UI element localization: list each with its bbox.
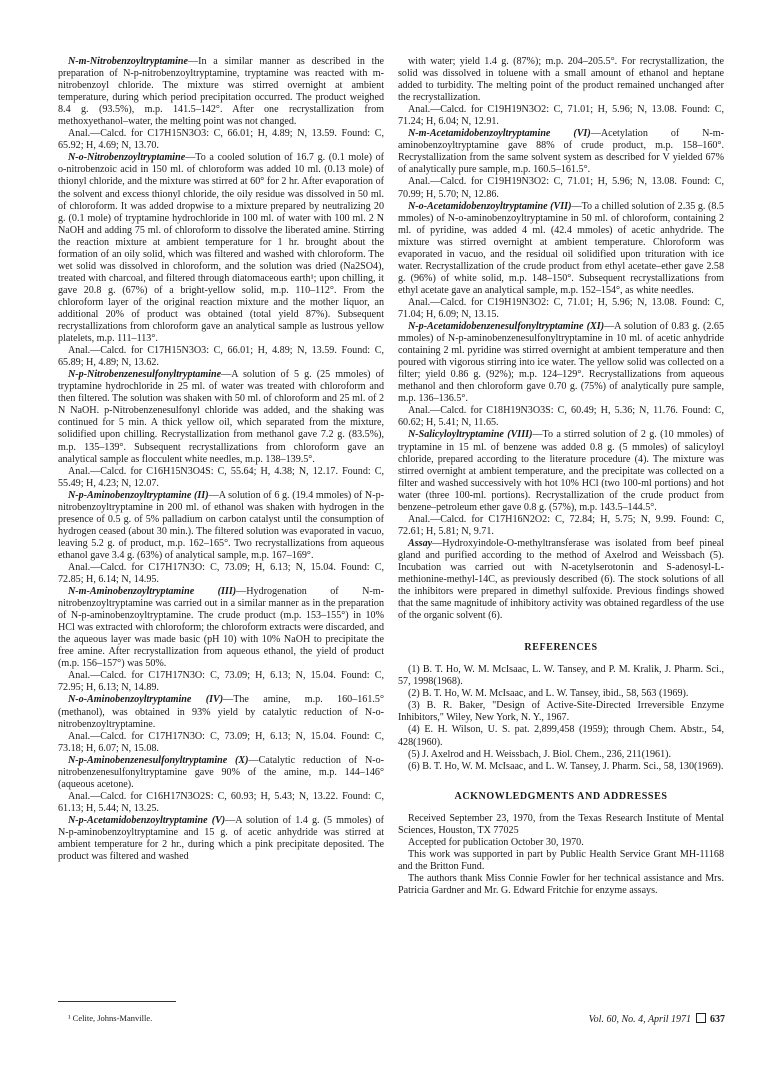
compound-heading: N-m-Aminobenzoyltryptamine (III) <box>68 586 237 598</box>
paragraph <box>398 104 724 128</box>
paragraph-text: —A solution of 1.4 g. (5 mmoles) of N-p-aminobenzoyltryptamine and 15 g. of acetic anhydride was stirred at ambient temperature for 2 hr., during which a pink precipitate deposited. The product was filtered and washed <box>58 814 384 863</box>
acknowledgments-list <box>398 813 724 897</box>
compound-heading: N-o-Acetamidobenzoyltryptamine (VII) <box>408 200 572 212</box>
acknowledgments-heading: ACKNOWLEDGMENTS AND ADDRESSES <box>454 790 668 802</box>
paragraph <box>398 405 724 429</box>
journal-issue: Vol. 60, No. 4, April 1971 <box>588 1014 691 1025</box>
folio-box-icon <box>696 1013 706 1023</box>
paragraph <box>398 514 724 538</box>
compound-heading: N-o-Nitrobenzoyltryptamine <box>68 152 186 164</box>
paragraph <box>58 562 384 586</box>
compound-heading: Assay <box>408 537 433 549</box>
paragraph <box>398 321 724 405</box>
compound-heading: N-Salicyloyltryptamine (VIII) <box>408 429 533 441</box>
compound-heading: N-p-Acetamidobenzenesulfonyltryptamine (XI) <box>408 321 605 333</box>
paragraph <box>58 815 384 863</box>
paragraph-text: Anal.—Calcd. for C16H15N3O4S: C, 55.64; H, 4.38; N, 12.17. Found: C, 55.49; H, 4.23; N, 12.07. <box>58 465 384 489</box>
compound-heading: N-p-Acetamidobenzoyltryptamine (V) <box>68 814 226 826</box>
compound-heading: N-p-Aminobenzoyltryptamine (II) <box>68 489 209 501</box>
references-heading: REFERENCES <box>524 642 598 654</box>
paragraph <box>398 56 724 104</box>
paragraph <box>398 128 724 176</box>
compound-heading: N-p-Aminobenzenesulfonyltryptamine (X) <box>68 754 249 766</box>
paragraph <box>398 538 724 622</box>
paragraph-text: Anal.—Calcd. for C19H19N3O2: C, 71.01; H, 5.96; N, 13.08. Found: C, 70.99; H, 5.70; N, 12.86. <box>398 176 724 200</box>
reference-item: (1) B. T. Ho, W. M. McIsaac, L. W. Tansey, and P. M. Kralik, J. Pharm. Sci., 57, 1998(1968). <box>398 664 724 688</box>
compound-heading: N-p-Nitrobenzenesulfonyltryptamine <box>68 369 222 381</box>
acknowledgment-item: This work was supported in part by Public Health Service Grant MH-11168 and the Britton Fund. <box>398 848 724 872</box>
reference-item: (6) B. T. Ho, W. M. McIsaac, and L. W. Tansey, J. Pharm. Sci., 58, 130(1969). <box>408 760 724 772</box>
paragraph <box>58 586 384 670</box>
paragraph <box>398 429 724 513</box>
paragraph-text: Anal.—Calcd. for C17H16N2O2: C, 72.84; H, 5.75; N, 9.99. Found: C, 72.61; H, 5.81; N, 9.71. <box>398 513 724 537</box>
paragraph-text: Anal.—Calcd. for C17H15N3O3: C, 66.01; H, 4.89; N, 13.59. Found: C, 65.89; H, 4.89; N, 13.62. <box>58 345 384 369</box>
reference-item: (4) E. H. Wilson, U. S. pat. 2,899,458 (1959); through Chem. Abstr., 54, 428(1960). <box>398 724 724 748</box>
paragraph-text: —Hydrogenation of N-m-nitrobenzoyltryptamine was carried out in a similar manner as in the preparation of N-p-aminobenzoyltryptamine. The crude product (m.p. 153–155°) in 10% HCl was extracted with chloroform; the chloroform extracts were discarded, and the aqueous layer was made basic (pH 10) with 10% NaOH to precipitate the free amine. After recrystallization from aqueous ethanol, the yield of product (m.p. 156–157°) was 50%. <box>58 586 385 670</box>
paragraph <box>58 466 384 490</box>
paragraph <box>398 201 724 297</box>
compound-heading: N-m-Nitrobenzoyltryptamine <box>68 56 188 67</box>
paragraph <box>58 56 384 128</box>
compound-heading: N-o-Aminobenzoyltryptamine (IV) <box>68 694 224 706</box>
right-column <box>398 56 724 897</box>
paragraph-text: —The amine, m.p. 160–161.5° (methanol), was obtained in 93% yield by catalytic reduction of N-o-nitrobenzoyltryptamine. <box>58 694 384 730</box>
reference-item: (3) B. R. Baker, "Design of Active-Site-Directed Irreversible Enzyme Inhibitors," Wiley, New York, N. Y., 1967. <box>398 700 724 724</box>
paragraph <box>58 345 384 369</box>
paragraph <box>58 791 384 815</box>
paragraph <box>58 369 384 465</box>
page-folio <box>589 1013 725 1025</box>
paragraph-text: —Catalytic reduction of N-o-nitrobenzenesulfonyltryptamine gave 90% of the amine, m.p. 144–146° (aqueous acetone). <box>58 754 384 790</box>
paragraph-text: —To a cooled solution of 16.7 g. (0.1 mole) of o-nitrobenzoic acid in 150 ml. of chloroform was added 10 ml. (0.13 mole) of thionyl chloride, and the mixture was stirred at 60° for 2 hr. After evaporation of the solvent and excess thionyl chloride, the oily residue was dissolved in 50 ml. of chloroform. It was added dropwise to a mixture prepared by neutralizing 20 g. (0.1 mole) of tryptamine hydrochloride in 100 ml. of water with 100 ml. 2 N NaOH and adding 75 ml. of chloroform to dissolve the liberated amine. Stirring the reaction mixture at ambient temperature for 1 hr. brought about the formation of an oily solid, which was filtered and washed with chloroform. The wet solid was dissolved in chloroform, and the solution was dried (Na2SO4), treated with charcoal, and filtered through diatomaceous earth¹; upon chilling, it gave 20.8 g. (67%) of a bright-yellow solid, m.p. 110–112°. From the chloroform layer of the original reaction mixture and the mother liquor, an additional 20% of product was obtained (total yield 87%). Subsequent recrystallizations from chloroform gave an analytical sample as lustrous yellow platelets, m.p. 111–113°. <box>58 152 384 345</box>
paragraph-text: Anal.—Calcd. for C17H17N3O: C, 73.09; H, 6.13; N, 15.04. Found: C, 73.18; H, 6.07; N, 15.08. <box>58 730 384 754</box>
paragraph-text: Anal.—Calcd. for C16H17N3O2S: C, 60.93; H, 5.43; N, 13.22. Found: C, 61.13; H, 5.44; N, 13.25. <box>58 790 384 814</box>
paragraph-text: Anal.—Calcd. for C17H17N3O: C, 73.09; H, 6.13; N, 15.04. Found: C, 72.95; H, 6.13; N, 14.89. <box>58 670 384 694</box>
page-number: 637 <box>710 1014 725 1025</box>
paragraph <box>58 755 384 791</box>
references-list <box>398 664 724 772</box>
compound-heading: N-m-Acetamidobenzoyltryptamine (VI) <box>408 128 591 140</box>
paragraph <box>58 694 384 730</box>
paragraph-text: Anal.—Calcd. for C17H17N3O: C, 73.09; H, 6.13; N, 15.04. Found: C, 72.85; H, 6.14; N, 14.95. <box>58 561 384 586</box>
acknowledgment-item: Accepted for publication October 30, 1970. <box>408 836 584 848</box>
paragraph-text: —In a similar manner as described in the preparation of N-p-nitrobenzoyltryptamine, tryptamine was reacted with m-nitrobenzoyl chloride. The mixture was stirred overnight at ambient temperature, during which period precipitation occurred. The product weighed 8.4 g. (93.5%), m.p. 141.5–142°. After one recrystallization from methoxyethanol–water, the melting point was not changed. <box>58 56 384 128</box>
paragraph-text: —Hydroxyindole-O-methyltransferase was isolated from beef pineal gland and purified according to the method of Axelrod and Weissbach (5). Incubation was carried out with N-acetylserotonin and S-adenosyl-L-methionine-methyl-14C, as previously described (6). The stock solutions of all the inhibitors were prepared in dimethyl sulfoxide. Previous findings showed that the same magnitude of inhibitory activity was obtained regardless of the use of the organic solvent (6). <box>398 537 724 622</box>
paragraph-text: Anal.—Calcd. for C17H15N3O3: C, 66.01; H, 4.89; N, 13.59. Found: C, 65.92; H, 4.69; N, 13.70. <box>58 128 384 152</box>
footnote: ¹ Celite, Johns-Manville. <box>68 1013 153 1023</box>
paragraph-text: Anal.—Calcd. for C18H19N3O3S: C, 60.49; H, 5.36; N, 11.76. Found: C, 60.62; H, 5.41; N, 11.65. <box>398 405 724 429</box>
paragraph-text: with water; yield 1.4 g. (87%); m.p. 204–205.5°. For recrystallization, the solid was dissolved in toluene with a small amount of ethanol and heptane added to turbidity. The melting point of the product remained unchanged after the recrystallization. <box>398 56 724 104</box>
paragraph <box>58 490 384 562</box>
acknowledgment-item: The authors thank Miss Connie Fowler for her technical assistance and Mrs. Patricia Gardner and Mr. G. Edward Fritchie for enzyme assays. <box>398 872 724 896</box>
right-paragraphs <box>398 56 724 622</box>
paragraph-text: —A solution of 6 g. (19.4 mmoles) of N-p-nitrobenzoyltryptamine in 200 ml. of ethanol was shaken with hydrogen in the presence of 0.5 g. of 5% palladium on carbon catalyst until the consumption of hydrogen ceased (about 30 min.). The filtered solution was evaporated in vacuo, leaving 5.2 g. of product, m.p. 162–165°. Two recrystallizations from aqueous ethanol gave 3.4 g. (63%) of analytical sample, m.p. 167–169°. <box>58 489 384 561</box>
paragraph <box>58 152 384 345</box>
paragraph <box>58 731 384 755</box>
paragraph <box>58 128 384 152</box>
footnote-rule <box>58 1001 176 1002</box>
paragraph-text: —To a chilled solution of 2.35 g. (8.5 mmoles) of N-o-aminobenzoyltryptamine in 50 ml. of chloroform, containing 2 ml. of pyridine, was added 4 ml. (42.4 mmoles) of acetic anhydride. The mixture was stirred overnight at ambient temperature. Chloroform was evaporated in vacuo, and the residual oil solidified upon trituration with ice water. Recrystallization of the crude product from ethyl acetate–ether gave 2.58 g. (96%) of white solid, m.p. 148–150°. Subsequent recrystallizations from ethyl acetate gave an analytical sample, m.p. 152–154°, as white needles. <box>398 200 724 296</box>
paragraph-text: —To a stirred solution of 2 g. (10 mmoles) of tryptamine in 15 ml. of benzene was added 0.8 g. (5 mmoles) of salicyloyl chloride, prepared according to the literature procedure (4). The mixture was stirred overnight at ambient temperature, and the precipitate was collected on a filter and washed successively with hot 10% HCl (two 100-ml portions) and hot water (three 100-ml. portions). Recrystallization of the crude product from benzene–petroleum ether gave 0.8 g. (57%), m.p. 143.5–144.5°. <box>398 429 725 513</box>
reference-item: (5) J. Axelrod and H. Weissbach, J. Biol. Chem., 236, 211(1961). <box>408 748 671 760</box>
paragraph-text: Anal.—Calcd. for C19H19N3O2: C, 71.01; H, 5.96; N, 13.08. Found: C, 71.04; H, 6.09; N, 13.15. <box>398 296 724 320</box>
paragraph-text: —A solution of 0.83 g. (2.65 mmoles) of N-p-aminobenzenesulfonyltryptamine in 10 ml. of acetic anhydride containing 2 ml. pyridine was stirred overnight at ambient temperature and then poured with vigorous stirring into ice water. The yellow solid was collected on a filter; yield 0.86 g. (92%); m.p. 124–129°. Recrystallizations from aqueous methanol and then chloroform gave 0.70 g. (75%) of analytically pure sample, m.p. 136–136.5°. <box>398 321 724 405</box>
paragraph-text: —Acetylation of N-m-aminobenzoyltryptamine gave 88% of crude product, m.p. 158–160°. Recrystallization from the same solvent system as described for V yielded 67% of analytically pure sample, m.p. 160.5–161.5°. <box>398 128 724 176</box>
left-column <box>58 56 384 863</box>
paragraph-text: —A solution of 5 g. (25 mmoles) of tryptamine hydrochloride in 25 ml. of water was treated with chloroform and then filtered. The solution was shaken with 50 ml. of chloroform and 25 ml. of 2 N NaOH. p-Nitrobenzenesulfonyl chloride was added, and the shaking was continued for 5 min. A thick yellow oil, which separated from the mixture, solidified upon chilling. Recrystallization from methanol gave 7.2 g. (83.5%), m.p. 135–139°. Subsequent recrystallizations from chloroform gave an analytical sample as flocculent white needles, m.p. 138–139.5°. <box>58 369 384 465</box>
acknowledgment-item: Received September 23, 1970, from the Texas Research Institute of Mental Sciences, Houston, TX 77025 <box>398 812 724 836</box>
paragraph <box>398 176 724 200</box>
paragraph-text: Anal.—Calcd. for C19H19N3O2: C, 71.01; H, 5.96; N, 13.08. Found: C, 71.24; H, 6.04; N, 12.91. <box>398 104 724 128</box>
paragraph <box>58 670 384 694</box>
paragraph <box>398 297 724 321</box>
reference-item: (2) B. T. Ho, W. M. McIsaac, and L. W. Tansey, ibid., 58, 563 (1969). <box>408 688 689 700</box>
